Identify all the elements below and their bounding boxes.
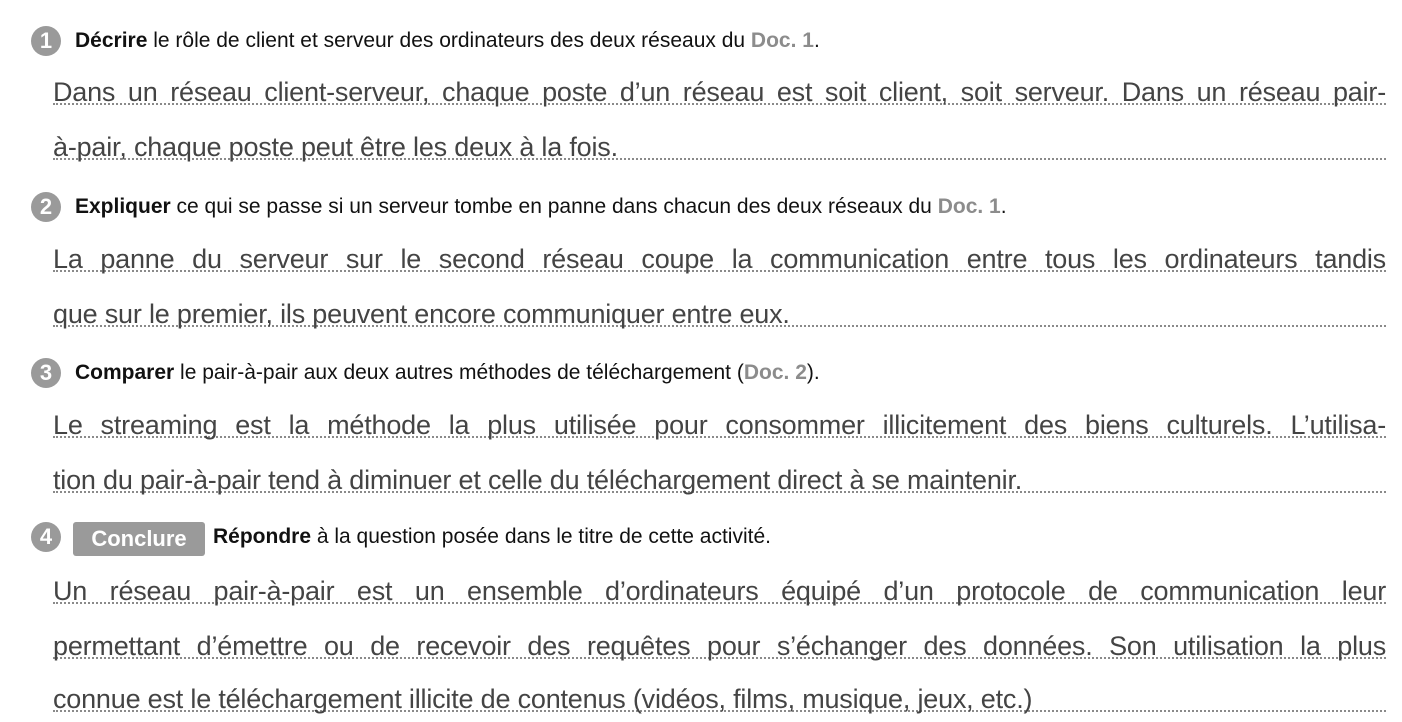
question-text: ce qui se passe si un serveur tombe en panne dans chacun des deux réseaux du — [170, 195, 938, 218]
doc-reference: Doc. 2 — [743, 361, 807, 384]
question-number-badge: 2 — [31, 192, 61, 222]
answer-text: Le streaming est la méthode la plus utilisée pour consommer illicitement des biens culturels. L’utilisa- — [53, 410, 1386, 440]
question-verb: Expliquer — [75, 195, 171, 218]
answer-text: Un réseau pair-à-pair est un ensemble d’ordinateurs équipé d’un protocole de communication leur — [53, 576, 1386, 606]
question-text-end: . — [813, 29, 820, 52]
answer-text: permettant d’émettre ou de recevoir des requêtes pour s’échanger des données. Son utilisation la plus — [53, 631, 1386, 661]
question-2-text — [75, 192, 1007, 222]
question-text: le pair-à-pair aux deux autres méthodes de téléchargement ( — [174, 361, 744, 384]
answer-line — [53, 239, 1386, 279]
answer-line — [53, 626, 1386, 666]
answer-text: connue est le téléchargement illicite de contenus (vidéos, films, musique, jeux, etc.) — [53, 684, 1033, 714]
answer-text: Dans un réseau client-serveur, chaque poste d’un réseau est soit client, soit serveur. Dans un réseau pair- — [53, 77, 1386, 107]
answer-line — [53, 72, 1386, 112]
answer-line — [53, 460, 1386, 500]
answer-text: tion du pair-à-pair tend à diminuer et celle du téléchargement direct à se maintenir. — [53, 465, 1023, 495]
question-verb: Répondre — [213, 525, 312, 548]
question-text-end: . — [1000, 195, 1007, 218]
question-text: à la question posée dans le titre de cette activité. — [311, 525, 771, 548]
doc-reference: Doc. 1 — [937, 195, 1001, 218]
question-number-badge: 4 — [31, 522, 61, 552]
answer-text: La panne du serveur sur le second réseau coupe la communication entre tous les ordinateurs tandis — [53, 244, 1386, 274]
answer-line — [53, 679, 1386, 719]
question-4-text — [213, 522, 771, 552]
doc-reference: Doc. 1 — [750, 29, 814, 52]
answer-text: que sur le premier, ils peuvent encore communiquer entre eux. — [53, 299, 790, 329]
question-number-badge: 1 — [31, 26, 61, 56]
answer-text: à-pair, chaque poste peut être les deux à la fois. — [53, 132, 618, 162]
answer-line — [53, 571, 1386, 611]
answer-line — [53, 405, 1386, 445]
conclure-tag: Conclure — [73, 522, 205, 556]
answer-line — [53, 294, 1386, 334]
answer-line — [53, 127, 1386, 167]
question-text: le rôle de client et serveur des ordinateurs des deux réseaux du — [147, 29, 751, 52]
question-verb: Comparer — [75, 361, 175, 384]
question-verb: Décrire — [75, 29, 148, 52]
question-number-badge: 3 — [31, 358, 61, 388]
question-text-end: ). — [806, 361, 820, 384]
question-1-text — [75, 26, 820, 56]
question-3-text — [75, 358, 820, 388]
